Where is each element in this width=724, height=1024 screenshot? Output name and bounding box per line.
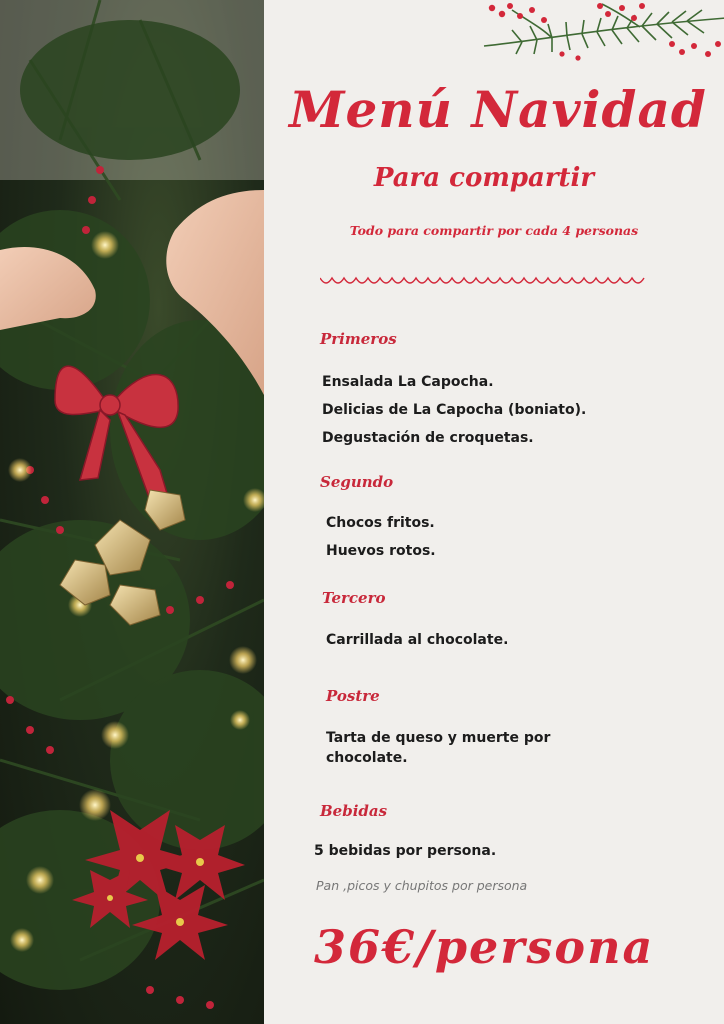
page-title: Menú Navidad (289, 80, 707, 139)
menu-item: 5 bebidas por persona. (314, 843, 497, 859)
extras-note: Pan ,picos y chupitos por persona (316, 878, 528, 893)
section-heading-tercero: Tercero (322, 589, 386, 607)
menu-item: Carrillada al chocolate. (326, 632, 509, 648)
menu-panel (264, 0, 724, 1024)
tree-illustration (0, 0, 264, 1024)
price-label: 36€/persona (314, 920, 655, 974)
menu-item: Degustación de croquetas. (322, 430, 534, 446)
pine-branch-icon (482, 0, 724, 64)
section-heading-bebidas: Bebidas (320, 802, 388, 820)
section-heading-segundo: Segundo (320, 473, 394, 491)
menu-item: Chocos fritos. (326, 515, 435, 531)
section-heading-primeros: Primeros (320, 330, 397, 348)
sharing-note: Todo para compartir por cada 4 personas (349, 223, 639, 238)
menu-item: Huevos rotos. (326, 543, 436, 559)
page-subtitle: Para compartir (373, 163, 595, 193)
wave-divider (320, 272, 650, 288)
section-heading-postre: Postre (326, 687, 380, 705)
christmas-tree-photo (0, 0, 264, 1024)
menu-item: Tarta de queso y muerte por chocolate. (326, 730, 551, 766)
menu-item: Delicias de La Capocha (boniato). (322, 402, 587, 418)
menu-item: Ensalada La Capocha. (322, 374, 494, 390)
